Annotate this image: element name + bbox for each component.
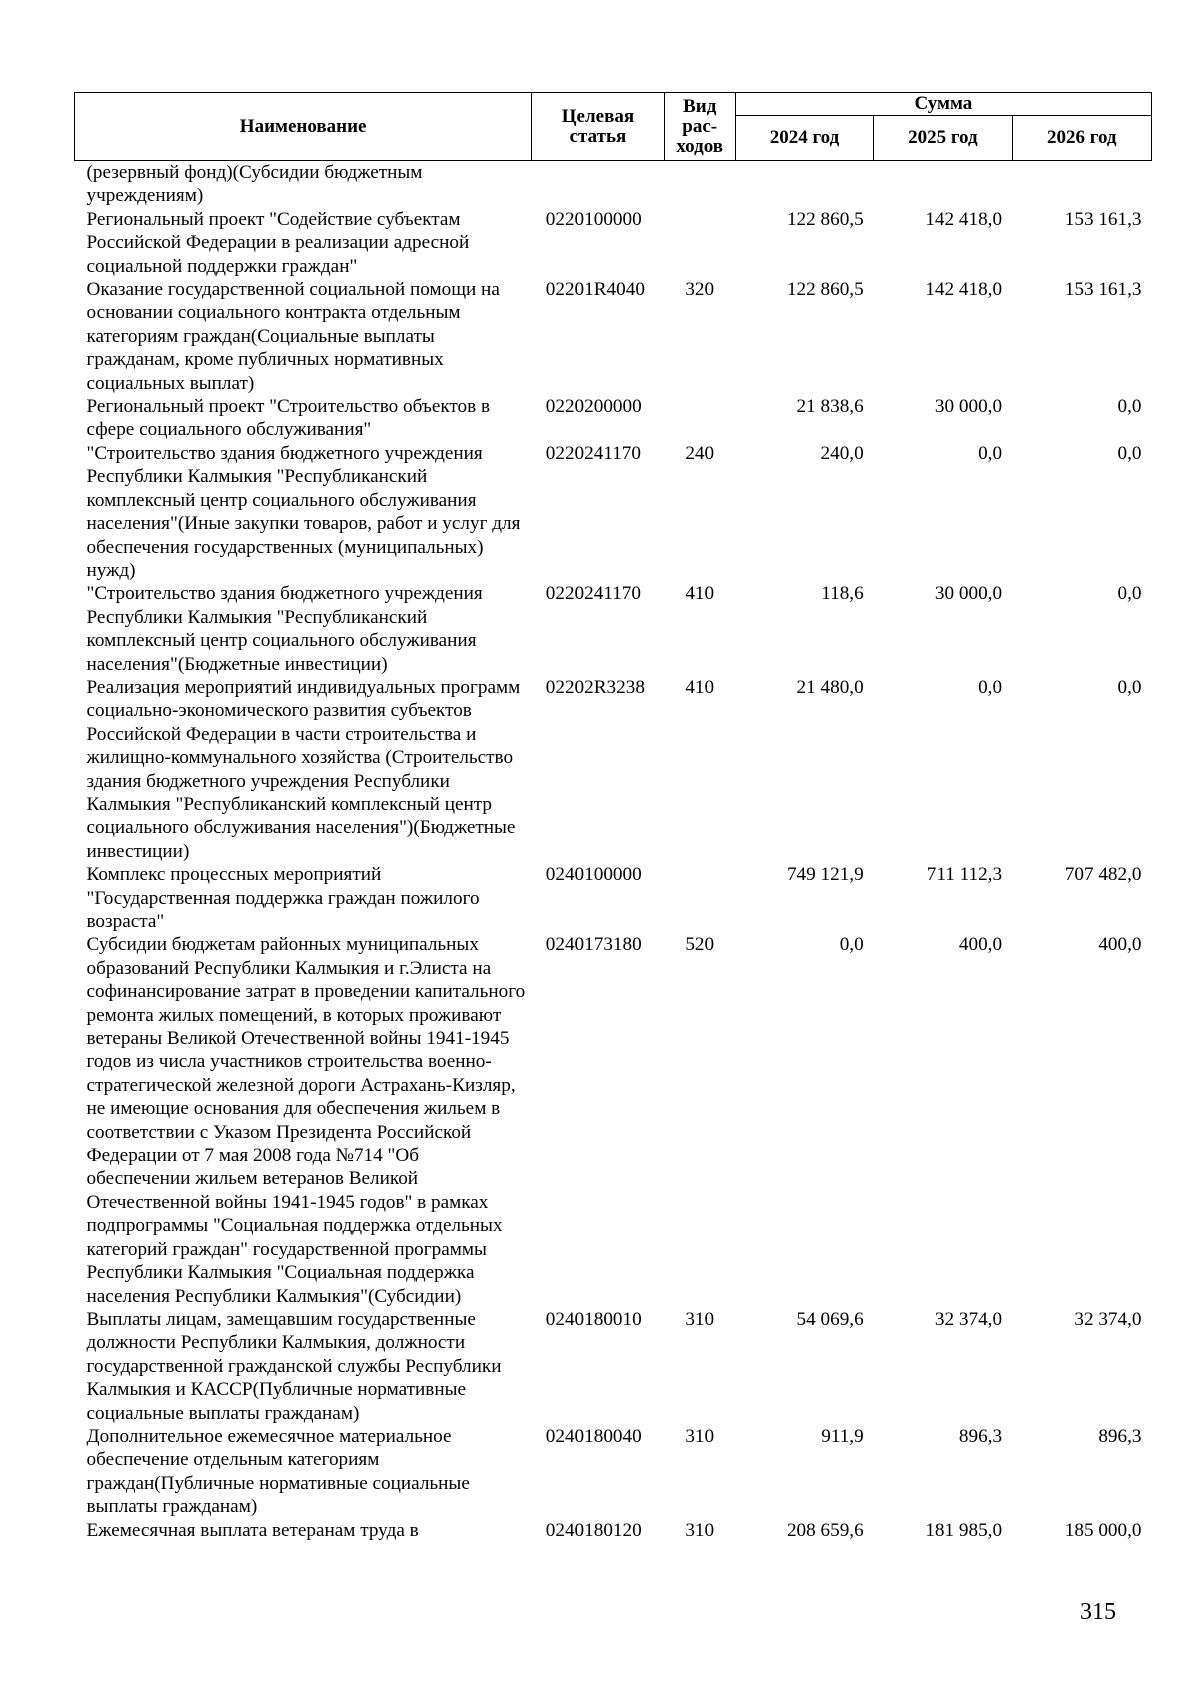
row-name: Субсидии бюджетам районных муниципальных образований Республики Калмыкия и г.Элиста на софинансирование затрат в проведении капитального ремонта жилых помещений, в которых проживают ветераны Великой Отечественной войны 1941-1945 годов из числа участников строительства военно-стратегической железной дороги Астрахань-Кизляр, не имеющие основания для обеспечения жильем в соответствии с Указом Президента Российской Федерации от 7 мая 2008 года №714 "Об обеспечении жильем ветеранов Великой Отечественной войны 1941-1945 годов" в рамках подпрограммы "Социальная поддержка отдельных категорий граждан" государственной программы Республики Калмыкия "Социальная поддержка населения Республики Калмыкия"(Субсидии)	[86, 934, 526, 1307]
row-name: Региональный проект "Строительство объектов в сфере социального обслуживания"	[86, 396, 491, 441]
row-sum-2026: 400,0	[1098, 934, 1142, 956]
row-name: "Строительство здания бюджетного учреждения Республики Калмыкия "Республиканский комплексный центр социального обслуживания населения"(Бюджетные инвестиции)	[86, 583, 483, 675]
row-expense-kind: 310	[685, 1425, 715, 1447]
budget-table	[74, 92, 1152, 1542]
row-sum-2026: 896,3	[1098, 1425, 1142, 1447]
table-body	[75, 161, 1152, 1542]
row-expense-kind: 410	[685, 676, 715, 698]
row-sum-2026: 153 161,3	[1064, 279, 1142, 301]
row-expense-kind	[664, 863, 735, 933]
row-sum-2026: 0,0	[1117, 442, 1142, 464]
row-sum-2025: 32 374,0	[934, 1308, 1003, 1330]
table-header	[75, 93, 1152, 161]
header-target-article: Целевая статья	[532, 93, 664, 161]
row-sum-2025: 142 418,0	[925, 208, 1003, 230]
table-row	[75, 1519, 1152, 1542]
row-sum-2025: 30 000,0	[934, 583, 1003, 605]
table-row	[75, 278, 1152, 395]
row-sum-2024: 208 659,6	[786, 1519, 864, 1541]
row-sum-2024	[735, 161, 873, 208]
row-sum-2025: 0,0	[978, 676, 1003, 698]
row-sum-2024: 21 838,6	[796, 396, 864, 418]
row-sum-2024: 749 121,9	[786, 864, 864, 886]
header-expense-kind: Вид рас-ходов	[664, 93, 735, 161]
row-name: Региональный проект "Содействие субъектам Российской Федерации в реализации адресной социальной поддержки граждан"	[86, 208, 470, 277]
row-expense-kind	[664, 395, 735, 442]
table-row	[75, 582, 1152, 676]
row-sum-2025	[874, 161, 1012, 208]
row-sum-2025: 30 000,0	[934, 396, 1003, 418]
row-sum-2024: 0,0	[839, 934, 864, 956]
row-target-article: 0220241170	[545, 583, 641, 605]
header-year-2026: 2026 год	[1012, 116, 1151, 161]
row-expense-kind: 320	[685, 279, 715, 301]
table-row	[75, 208, 1152, 278]
row-target-article: 0240180040	[545, 1425, 642, 1447]
row-name: Реализация мероприятий индивидуальных программ социально-экономического развития субъектов Российской Федерации в части строительства и жилищно-коммунального хозяйства (Строительство здания бюджетного учреждения Республики Калмыкия "Республиканский комплексный центр социального обслуживания населения")(Бюджетные инвестиции)	[86, 676, 521, 862]
row-name: Дополнительное ежемесячное материальное обеспечение отдельным категориям граждан(Публичные нормативные социальные выплаты гражданам)	[86, 1425, 470, 1518]
row-sum-2026: 0,0	[1117, 583, 1142, 605]
row-sum-2024: 54 069,6	[796, 1308, 864, 1330]
row-sum-2024: 240,0	[820, 442, 864, 464]
table-row	[75, 395, 1152, 442]
row-sum-2026: 32 374,0	[1074, 1308, 1142, 1330]
row-sum-2025: 711 112,3	[926, 864, 1003, 886]
row-sum-2024: 21 480,0	[796, 676, 864, 698]
row-expense-kind: 520	[685, 934, 715, 956]
row-target-article: 0220100000	[545, 208, 642, 230]
row-name: (резервный фонд)(Субсидии бюджетным учреждениям)	[86, 162, 423, 207]
row-sum-2024: 122 860,5	[786, 208, 864, 230]
table-row	[75, 933, 1152, 1308]
row-target-article: 0220241170	[545, 442, 641, 464]
row-target-article	[532, 161, 664, 208]
row-sum-2025: 896,3	[958, 1425, 1003, 1447]
row-target-article: 0240173180	[545, 934, 642, 956]
row-expense-kind: 410	[685, 583, 715, 605]
row-name: Комплекс процессных мероприятий "Государственная поддержка граждан пожилого возраста"	[86, 864, 480, 932]
row-expense-kind: 310	[685, 1308, 715, 1330]
table-row	[75, 863, 1152, 933]
row-sum-2024: 911,9	[821, 1425, 864, 1447]
row-sum-2026: 707 482,0	[1064, 864, 1142, 886]
table-row	[75, 1425, 1152, 1519]
row-sum-2026	[1012, 161, 1151, 208]
row-sum-2026: 0,0	[1117, 396, 1142, 418]
row-sum-2025: 142 418,0	[925, 279, 1003, 301]
row-sum-2024: 122 860,5	[786, 279, 864, 301]
row-expense-kind	[664, 208, 735, 278]
table-row	[75, 442, 1152, 582]
row-target-article: 02201R4040	[545, 279, 645, 301]
table-row	[75, 1308, 1152, 1425]
row-target-article: 0240180010	[545, 1308, 642, 1330]
row-target-article: 0240100000	[545, 864, 642, 886]
header-name: Наименование	[75, 93, 532, 161]
row-sum-2024: 118,6	[821, 583, 864, 605]
header-year-2024: 2024 год	[735, 116, 873, 161]
row-expense-kind: 240	[685, 442, 715, 464]
row-expense-kind: 310	[685, 1519, 715, 1541]
row-sum-2025: 181 985,0	[925, 1519, 1003, 1541]
row-name: Оказание государственной социальной помощи на основании социального контракта отдельным категориям граждан(Социальные выплаты гражданам, кроме публичных нормативных социальных выплат)	[86, 279, 500, 394]
row-sum-2026: 0,0	[1117, 676, 1142, 698]
row-target-article: 0220200000	[545, 396, 642, 418]
row-name: Выплаты лицам, замещавшим государственные должности Республики Калмыкия, должности государственной гражданской службы Республики Калмыкия и КАССР(Публичные нормативные социальные выплаты гражданам)	[86, 1308, 502, 1424]
row-sum-2025: 400,0	[958, 934, 1003, 956]
page-number: 315	[1080, 1599, 1116, 1625]
row-target-article: 0240180120	[545, 1519, 642, 1541]
row-name: "Строительство здания бюджетного учреждения Республики Калмыкия "Республиканский комплексный центр социального обслуживания населения"(Иные закупки товаров, работ и услуг для обеспечения государственных (муниципальных) нужд)	[86, 442, 521, 581]
table-row	[75, 161, 1152, 208]
row-sum-2026: 153 161,3	[1064, 208, 1142, 230]
row-expense-kind	[664, 161, 735, 208]
header-sum: Сумма	[735, 93, 1151, 116]
row-name: Ежемесячная выплата ветеранам труда в	[86, 1519, 419, 1541]
row-target-article: 02202R3238	[545, 676, 645, 698]
row-sum-2026: 185 000,0	[1064, 1519, 1142, 1541]
row-sum-2025: 0,0	[978, 442, 1003, 464]
table-row	[75, 676, 1152, 863]
header-year-2025: 2025 год	[874, 116, 1012, 161]
